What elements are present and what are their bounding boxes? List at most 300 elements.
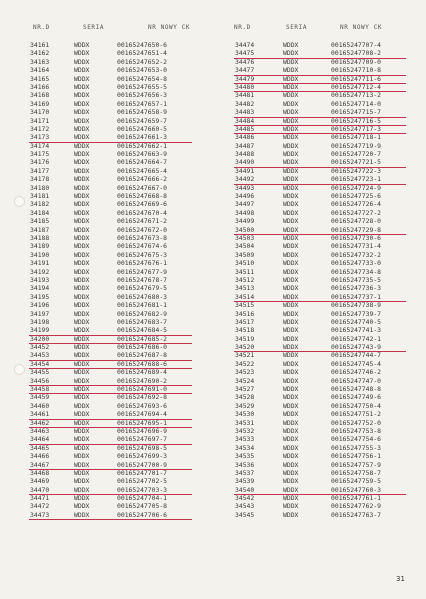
nr-nowy-cell: 00165247691-0 [117,385,168,394]
seria-cell: WDDX [283,192,299,201]
seria-cell: WDDX [74,57,90,66]
nr-nowy-cell: 00165247665-4 [117,166,168,175]
nr-nowy-cell: 00165247681-1 [117,301,168,310]
nr-cell: 34189 [30,242,50,251]
nr-nowy-cell: 00165247652-2 [117,57,168,66]
nr-cell: 34172 [30,124,50,133]
nr-nowy-cell: 00165247718-1 [331,133,382,142]
seria-cell: WDDX [283,74,299,83]
seria-cell: WDDX [283,343,299,352]
seria-cell: WDDX [283,183,299,192]
nr-nowy-cell: 00165247743-9 [331,343,382,352]
nr-cell: 34468 [30,468,50,477]
nr-nowy-cell: 00165247713-2 [331,91,382,100]
seria-cell: WDDX [74,301,90,310]
nr-nowy-cell: 00165247704-1 [117,494,168,503]
seria-cell: WDDX [283,510,299,519]
nr-nowy-cell: 00165247710-8 [331,66,382,75]
nr-cell: 34510 [235,259,255,268]
seria-cell: WDDX [74,485,90,494]
nr-nowy-cell: 00165247738-9 [331,301,382,310]
nr-nowy-cell: 00165247659-7 [117,116,168,125]
nr-nowy-cell: 00165247651-4 [117,49,168,58]
seria-cell: WDDX [283,158,299,167]
nr-nowy-cell: 00165247741-3 [331,326,382,335]
nr-nowy-cell: 00165247721-5 [331,158,382,167]
seria-cell: WDDX [74,477,90,486]
seria-cell: WDDX [283,175,299,184]
nr-nowy-cell: 00165247695-1 [117,418,168,427]
header-seria: SERIA [83,24,105,31]
seria-cell: WDDX [74,401,90,410]
nr-cell: 34479 [235,74,255,83]
seria-cell: WDDX [283,393,299,402]
nr-cell: 34498 [235,208,255,217]
seria-cell: WDDX [283,359,299,368]
nr-cell: 34174 [30,141,50,150]
nr-cell: 34191 [30,259,50,268]
nr-nowy-cell: 00165247660-5 [117,124,168,133]
nr-cell: 34533 [235,435,255,444]
seria-cell: WDDX [283,99,299,108]
nr-cell: 34465 [30,443,50,452]
nr-cell: 34455 [30,368,50,377]
seria-cell: WDDX [283,141,299,150]
seria-cell: WDDX [74,66,90,75]
nr-nowy-cell: 00165247694-4 [117,410,168,419]
nr-nowy-cell: 00165247655-5 [117,82,168,91]
nr-nowy-cell: 00165247714-0 [331,99,382,108]
seria-cell: WDDX [74,452,90,461]
seria-cell: WDDX [74,443,90,452]
nr-nowy-cell: 00165247701-7 [117,468,168,477]
nr-cell: 34484 [235,116,255,125]
nr-nowy-cell: 00165247678-7 [117,275,168,284]
nr-nowy-cell: 00165247697-7 [117,435,168,444]
nr-nowy-cell: 00165247742-1 [331,334,382,343]
nr-cell: 34190 [30,250,50,259]
nr-cell: 34481 [235,91,255,100]
punch-hole [14,364,25,375]
nr-cell: 34459 [30,393,50,402]
nr-nowy-cell: 00165247727-2 [331,208,382,217]
seria-cell: WDDX [283,426,299,435]
seria-cell: WDDX [74,435,90,444]
seria-cell: WDDX [283,259,299,268]
seria-cell: WDDX [283,443,299,452]
nr-nowy-cell: 00165247753-8 [331,426,382,435]
nr-nowy-cell: 00165247658-9 [117,108,168,117]
nr-nowy-cell: 00165247698-5 [117,443,168,452]
seria-cell: WDDX [283,133,299,142]
nr-cell: 34509 [235,250,255,259]
nr-nowy-cell: 00165247664-7 [117,158,168,167]
nr-cell: 34178 [30,175,50,184]
seria-cell: WDDX [283,108,299,117]
nr-nowy-cell: 00165247692-8 [117,393,168,402]
nr-cell: 34454 [30,359,50,368]
nr-cell: 34511 [235,267,255,276]
nr-cell: 34195 [30,292,50,301]
seria-cell: WDDX [283,49,299,58]
nr-cell: 34545 [235,510,255,519]
nr-cell: 34503 [235,233,255,242]
nr-cell: 34523 [235,368,255,377]
nr-nowy-cell: 00165247724-9 [331,183,382,192]
nr-cell: 34513 [235,284,255,293]
nr-cell: 34458 [30,385,50,394]
seria-cell: WDDX [74,460,90,469]
nr-cell: 34537 [235,468,255,477]
nr-nowy-cell: 00165247687-8 [117,351,168,360]
nr-cell: 34472 [30,502,50,511]
nr-nowy-cell: 00165247690-2 [117,376,168,385]
nr-nowy-cell: 00165247662-1 [117,141,168,150]
nr-nowy-cell: 00165247759-5 [331,477,382,486]
nr-cell: 34527 [235,385,255,394]
seria-cell: WDDX [283,477,299,486]
nr-nowy-cell: 00165247748-8 [331,385,382,394]
seria-cell: WDDX [74,376,90,385]
nr-cell: 34163 [30,57,50,66]
nr-cell: 34519 [235,334,255,343]
nr-nowy-cell: 00165247725-6 [331,192,382,201]
nr-cell: 34197 [30,309,50,318]
seria-cell: WDDX [74,242,90,251]
nr-nowy-cell: 00165247696-9 [117,426,168,435]
nr-cell: 34535 [235,452,255,461]
punch-hole [14,196,25,207]
nr-cell: 34543 [235,502,255,511]
nr-cell: 34500 [235,225,255,234]
seria-cell: WDDX [74,426,90,435]
nr-cell: 34504 [235,242,255,251]
seria-cell: WDDX [283,217,299,226]
seria-cell: WDDX [283,494,299,503]
nr-cell: 34461 [30,410,50,419]
seria-cell: WDDX [283,124,299,133]
nr-cell: 34199 [30,326,50,335]
nr-cell: 34180 [30,183,50,192]
nr-cell: 34187 [30,225,50,234]
nr-cell: 34161 [30,41,50,49]
nr-cell: 34164 [30,66,50,75]
nr-cell: 34539 [235,477,255,486]
seria-cell: WDDX [74,267,90,276]
nr-nowy-cell: 00165247745-4 [331,359,382,368]
seria-cell: WDDX [74,82,90,91]
nr-nowy-cell: 00165247763-7 [331,510,382,519]
nr-nowy-cell: 00165247653-0 [117,66,168,75]
nr-nowy-cell: 00165247729-8 [331,225,382,234]
nr-nowy-cell: 00165247751-2 [331,410,382,419]
nr-cell: 34496 [235,192,255,201]
nr-cell: 34493 [235,183,255,192]
nr-nowy-cell: 00165247673-8 [117,233,168,242]
seria-cell: WDDX [74,49,90,58]
seria-cell: WDDX [283,410,299,419]
nr-nowy-cell: 00165247703-3 [117,485,168,494]
nr-nowy-cell: 00165247730-6 [331,233,382,242]
seria-cell: WDDX [74,385,90,394]
nr-cell: 34463 [30,426,50,435]
nr-nowy-cell: 00165247733-0 [331,259,382,268]
nr-cell: 34482 [235,99,255,108]
seria-cell: WDDX [74,233,90,242]
nr-cell: 34521 [235,351,255,360]
nr-cell: 34173 [30,133,50,142]
nr-cell: 34170 [30,108,50,117]
seria-cell: WDDX [74,150,90,159]
seria-cell: WDDX [283,334,299,343]
seria-cell: WDDX [283,452,299,461]
nr-nowy-cell: 00165247711-6 [331,74,382,83]
nr-cell: 34193 [30,275,50,284]
nr-cell: 34175 [30,150,50,159]
nr-nowy-cell: 00165247734-8 [331,267,382,276]
seria-cell: WDDX [74,99,90,108]
seria-cell: WDDX [283,502,299,511]
nr-nowy-cell: 00165247735-5 [331,275,382,284]
nr-cell: 34540 [235,485,255,494]
seria-cell: WDDX [74,343,90,352]
nr-nowy-cell: 00165247677-9 [117,267,168,276]
nr-cell: 34452 [30,343,50,352]
nr-cell: 34473 [30,510,50,519]
nr-nowy-cell: 00165247756-1 [331,452,382,461]
nr-nowy-cell: 00165247757-9 [331,460,382,469]
seria-cell: WDDX [74,91,90,100]
nr-cell: 34194 [30,284,50,293]
header-nr-nowy-ck: NR NOWY CK [340,24,383,31]
nr-cell: 34168 [30,91,50,100]
nr-cell: 34464 [30,435,50,444]
nr-nowy-cell: 00165247744-7 [331,351,382,360]
seria-cell: WDDX [74,510,90,519]
seria-cell: WDDX [283,233,299,242]
nr-nowy-cell: 00165247726-4 [331,200,382,209]
nr-cell: 34475 [235,49,255,58]
nr-nowy-cell: 00165247686-0 [117,343,168,352]
nr-cell: 34529 [235,401,255,410]
seria-cell: WDDX [74,326,90,335]
nr-nowy-cell: 00165247667-0 [117,183,168,192]
nr-nowy-cell: 00165247682-9 [117,309,168,318]
nr-nowy-cell: 00165247669-6 [117,200,168,209]
nr-nowy-cell: 00165247728-0 [331,217,382,226]
nr-cell: 34536 [235,460,255,469]
nr-cell: 34185 [30,217,50,226]
nr-nowy-cell: 00165247722-3 [331,166,382,175]
nr-cell: 34198 [30,317,50,326]
nr-nowy-cell: 00165247715-7 [331,108,382,117]
seria-cell: WDDX [283,267,299,276]
nr-nowy-cell: 00165247761-1 [331,494,382,503]
nr-cell: 34490 [235,158,255,167]
seria-cell: WDDX [74,259,90,268]
seria-cell: WDDX [74,393,90,402]
nr-cell: 34517 [235,317,255,326]
nr-nowy-cell: 00165247684-5 [117,326,168,335]
seria-cell: WDDX [74,368,90,377]
page-number: 31 [396,575,405,583]
seria-cell: WDDX [74,41,90,49]
nr-nowy-cell: 00165247676-1 [117,259,168,268]
seria-cell: WDDX [74,292,90,301]
nr-cell: 34176 [30,158,50,167]
seria-cell: WDDX [74,225,90,234]
nr-nowy-cell: 00165247749-6 [331,393,382,402]
seria-cell: WDDX [283,66,299,75]
seria-cell: WDDX [283,376,299,385]
nr-nowy-cell: 00165247752-0 [331,418,382,427]
nr-cell: 34177 [30,166,50,175]
nr-nowy-cell: 00165247671-2 [117,217,168,226]
nr-nowy-cell: 00165247680-3 [117,292,168,301]
seria-cell: WDDX [283,368,299,377]
header-nr-nowy-ck: NR NOWY CK [148,24,191,31]
nr-nowy-cell: 00165247709-0 [331,57,382,66]
nr-cell: 34165 [30,74,50,83]
nr-nowy-cell: 00165247732-2 [331,250,382,259]
nr-nowy-cell: 00165247689-4 [117,368,168,377]
seria-cell: WDDX [283,326,299,335]
nr-nowy-cell: 00165247723-1 [331,175,382,184]
seria-cell: WDDX [74,309,90,318]
seria-cell: WDDX [74,250,90,259]
seria-cell: WDDX [283,82,299,91]
nr-nowy-cell: 00165247762-9 [331,502,382,511]
nr-cell: 34466 [30,452,50,461]
nr-nowy-cell: 00165247707-4 [331,41,382,49]
seria-cell: WDDX [283,401,299,410]
seria-cell: WDDX [74,410,90,419]
nr-nowy-cell: 00165247685-2 [117,334,168,343]
seria-cell: WDDX [283,116,299,125]
seria-cell: WDDX [74,351,90,360]
nr-cell: 34499 [235,217,255,226]
seria-cell: WDDX [74,166,90,175]
seria-cell: WDDX [74,183,90,192]
nr-nowy-cell: 00165247755-3 [331,443,382,452]
seria-cell: WDDX [74,158,90,167]
seria-cell: WDDX [283,200,299,209]
seria-cell: WDDX [283,41,299,49]
nr-nowy-cell: 00165247740-5 [331,317,382,326]
nr-cell: 34483 [235,108,255,117]
nr-cell: 34476 [235,57,255,66]
nr-nowy-cell: 00165247666-2 [117,175,168,184]
nr-nowy-cell: 00165247747-0 [331,376,382,385]
seria-cell: WDDX [283,225,299,234]
nr-nowy-cell: 00165247650-6 [117,41,168,49]
nr-nowy-cell: 00165247739-7 [331,309,382,318]
nr-nowy-cell: 00165247657-1 [117,99,168,108]
nr-cell: 34181 [30,192,50,201]
nr-cell: 34488 [235,150,255,159]
nr-cell: 34491 [235,166,255,175]
seria-cell: WDDX [74,116,90,125]
nr-cell: 34162 [30,49,50,58]
nr-cell: 34477 [235,66,255,75]
nr-nowy-cell: 00165247706-6 [117,510,168,519]
nr-cell: 34512 [235,275,255,284]
nr-cell: 34469 [30,477,50,486]
seria-cell: WDDX [283,485,299,494]
nr-nowy-cell: 00165247683-7 [117,317,168,326]
seria-cell: WDDX [74,418,90,427]
seria-cell: WDDX [283,91,299,100]
seria-cell: WDDX [283,351,299,360]
seria-cell: WDDX [74,217,90,226]
nr-nowy-cell: 00165247688-6 [117,359,168,368]
nr-cell: 34522 [235,359,255,368]
nr-nowy-cell: 00165247668-8 [117,192,168,201]
nr-cell: 34471 [30,494,50,503]
nr-cell: 34169 [30,99,50,108]
nr-cell: 34470 [30,485,50,494]
seria-cell: WDDX [283,385,299,394]
nr-nowy-cell: 00165247712-4 [331,82,382,91]
nr-nowy-cell: 00165247700-9 [117,460,168,469]
nr-cell: 34515 [235,301,255,310]
nr-cell: 34532 [235,426,255,435]
nr-cell: 34492 [235,175,255,184]
nr-cell: 34474 [235,41,255,49]
nr-cell: 34188 [30,233,50,242]
seria-cell: WDDX [283,435,299,444]
nr-cell: 34487 [235,141,255,150]
nr-cell: 34518 [235,326,255,335]
nr-nowy-cell: 00165247693-6 [117,401,168,410]
seria-cell: WDDX [283,309,299,318]
nr-cell: 34528 [235,393,255,402]
header-seria: SERIA [286,24,308,31]
header-nr-d: NR.D [234,24,251,31]
seria-cell: WDDX [74,494,90,503]
nr-nowy-cell: 00165247760-3 [331,485,382,494]
seria-cell: WDDX [283,460,299,469]
seria-cell: WDDX [283,418,299,427]
nr-cell: 34171 [30,116,50,125]
nr-nowy-cell: 00165247754-6 [331,435,382,444]
seria-cell: WDDX [74,192,90,201]
seria-cell: WDDX [283,284,299,293]
nr-nowy-cell: 00165247750-4 [331,401,382,410]
nr-cell: 34486 [235,133,255,142]
seria-cell: WDDX [74,468,90,477]
nr-nowy-cell: 00165247758-7 [331,468,382,477]
seria-cell: WDDX [74,359,90,368]
nr-nowy-cell: 00165247699-3 [117,452,168,461]
nr-nowy-cell: 00165247746-2 [331,368,382,377]
nr-nowy-cell: 00165247731-4 [331,242,382,251]
nr-nowy-cell: 00165247719-9 [331,141,382,150]
seria-cell: WDDX [283,166,299,175]
nr-nowy-cell: 00165247661-3 [117,133,168,142]
nr-cell: 34520 [235,343,255,352]
nr-cell: 34166 [30,82,50,91]
nr-cell: 34196 [30,301,50,310]
seria-cell: WDDX [283,275,299,284]
seria-cell: WDDX [74,334,90,343]
nr-cell: 34467 [30,460,50,469]
nr-nowy-cell: 00165247670-4 [117,208,168,217]
nr-cell: 34485 [235,124,255,133]
nr-nowy-cell: 00165247720-7 [331,150,382,159]
nr-cell: 34531 [235,418,255,427]
nr-cell: 34514 [235,292,255,301]
